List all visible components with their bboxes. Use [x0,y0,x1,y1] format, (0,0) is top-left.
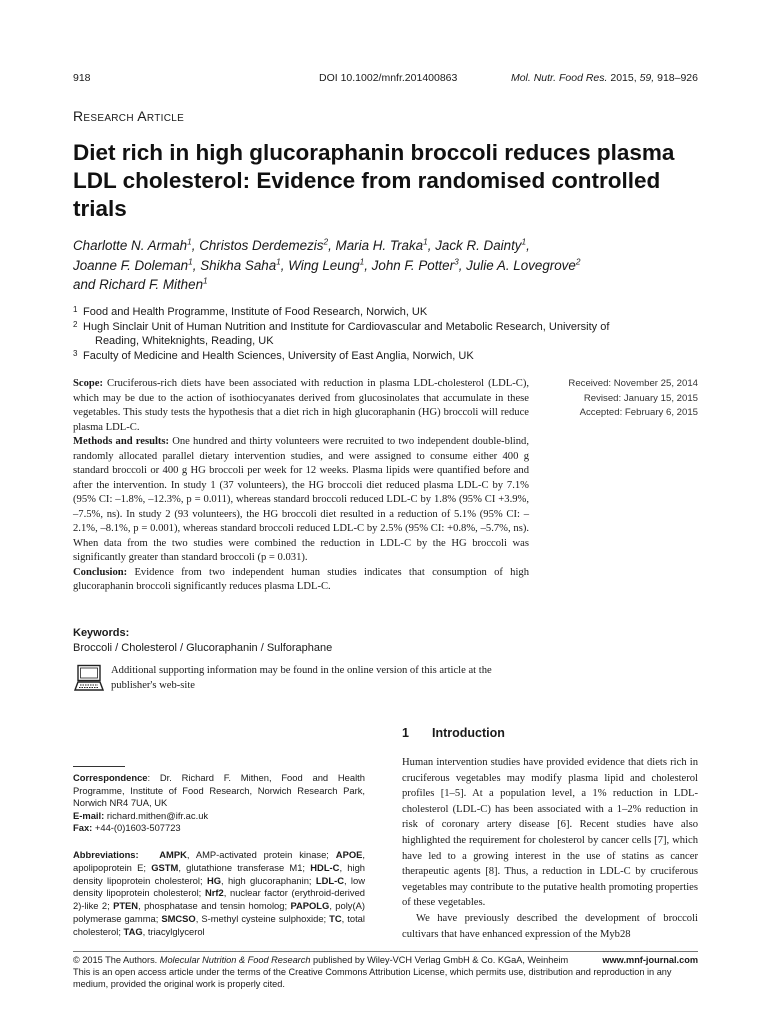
license-statement: This is an open access article under the terms of the Creative Commons Attribution License, which permits use, distribution and reproduction in any medium, provided the original work is properly cited. [73,967,672,989]
citation-pages: 918–926 [657,72,698,84]
citation-volume: 59, [639,72,655,84]
running-header [73,72,698,86]
intro-paragraph-1: Human intervention studies have provided evidence that diets rich in cruciferous vegetables may modify plasma lipid and cholesterol profiles [1–5]. At a population level, a 1% reduction in LDL-cholesterol (LDL-C) has been associated with a 1–2% reduction in risk of coronary artery disease [6]. Recent studies have also highlighted the requirement for cholesterol by cancer cells [7], which have led to a growing interest in the use of statins as cancer therapeutic agents [8]. Thus, a reduction in LDL-C by cruciferous vegetables may contribute to the putative health promoting properties of these vegetables. [402,757,698,909]
abstract-conclusion: Conclusion: Evidence from two independent human studies indicates that consumption of high glucoraphanin broccoli significantly reduces plasma LDL-C. [73,566,530,592]
keywords-label: Keywords: [73,627,130,639]
author[interactable]: Charlotte N. Armah$^1$ [73,236,192,253]
author[interactable]: Richard F. Mithen$^1$ [99,275,208,292]
supporting-info-note: Additional supporting information may be found in the online version of this article at the publisher's web-site [111,665,492,691]
affiliation-3: 3 Faculty of Medicine and Health Sciences, University of East Anglia, Norwich, UK [73,348,474,362]
author-line-2: Joanne F. Doleman$^1$, Shikha Saha$^1$, Wing Leung$^1$, John F. Potter$^3$, Julie A. Lovegrove$^2$ [73,256,581,273]
section-label: Research Article [73,108,185,124]
citation-journal: Mol. Nutr. Food Res. [510,72,608,84]
doi-link[interactable]: DOI 10.1002/mnfr.201400863 [319,72,458,84]
abstract-scope: Scope: Cruciferous-rich diets have been associated with reduction in plasma LDL-cholesterol (LDL-C), which may be due to the action of isothiocyanates derived from glucosinolates that accumulate in these vegetables. This study tests the hypothesis that a diet rich in high glucoraphanin (HG) broccoli will reduce plasma LDL-C. [73,378,530,433]
abstract [73,377,529,595]
citation-year: 2015, [610,72,637,84]
journal-citation [511,72,698,84]
author-line-1: Charlotte N. Armah$^1$, Christos Derdemezis$^2$, Maria H. Traka$^1$, Jack R. Dainty$^1$, [73,236,530,253]
author[interactable]: Maria H. Traka$^1$ [335,236,428,253]
author-line-3: and Richard F. Mithen$^1$ [73,275,208,292]
author[interactable]: Joanne F. Doleman$^1$ [73,256,193,273]
abbreviations: Abbreviations: AMPK, AMP-activated protein kinase; APOE, apolipoprotein E; GSTM, glutathione transferase M1; HDL-C, high density lipoprotein cholesterol; HG, high glucoraphanin; LDL-C, low density lipoprotein cholesterol; Nrf2, nuclear factor (erythroid-derived 2)-like 2; PTEN, phosphatase and tensin homolog; PAPOLG, poly(A) polymerase gamma; SMCSO, S-methyl cysteine sulphoxide; TC, total cholesterol; TAG, triacylglycerol [73,849,366,937]
section-number: 1 [402,726,409,740]
author-list [73,236,713,295]
author[interactable]: Shikha Saha$^1$ [200,256,281,273]
introduction-body [402,755,698,942]
affiliation-2: 2 Hugh Sinclair Unit of Human Nutrition and Institute for Cardiovascular and Metabolic Research, University of Reading, Whiteknights, Reading, UK [73,319,610,348]
email-link[interactable]: richard.mithen@ifr.ac.uk [106,809,209,821]
author[interactable]: Christos Derdemezis$^2$ [199,236,329,253]
affiliation-1: 1 Food and Health Programme, Institute of Food Research, Norwich, UK [73,305,428,318]
date-accepted: Accepted: February 6, 2015 [579,407,698,418]
date-revised: Revised: January 15, 2015 [583,392,698,404]
journal-website-link[interactable]: www.mnf-journal.com [602,955,698,965]
author[interactable]: John F. Potter$^3$ [371,256,459,273]
article-dates [540,377,698,421]
keywords-list: Broccoli / Cholesterol / Glucoraphanin / Sulforaphane [73,642,333,654]
author[interactable]: Wing Leung$^1$ [288,256,365,273]
date-received: Received: November 25, 2014 [568,378,698,389]
correspondence: Correspondence: Dr. Richard F. Mithen, Food and Health Programme, Institute of Food Research, Norwich Research Park, Norwich NR4 7UA, UK E-mail: richard.mithen@ifr.ac.uk Fax: +44-(0)1603-507723 [73,772,365,834]
computer-icon [74,664,104,692]
footnote-rule [73,766,125,767]
intro-paragraph-2: We have previously described the development of broccoli cultivars that have enhanced expression of the Myb28 [402,912,698,940]
author[interactable]: Julie A. Lovegrove$^2$ [466,256,581,273]
keywords [73,626,533,656]
author[interactable]: Jack R. Dainty$^1$ [435,236,527,253]
abstract-methods: Methods and results: One hundred and thirty volunteers were recruited to two independent double-blind, randomly allocated parallel dietary intervention studies, and were assigned to consume either 400 g standard broccoli or 400 g HG broccoli per week for 12 weeks. Plasma lipids were quantified before and after the intervention. In study 1 (37 volunteers), the HG broccoli diet reduced plasma LDL-C by 7.1% (95% CI: –1.8%, –12.3%, p = 0.011), whereas standard broccoli reduced LDL-C by 1.8% (95% CI +3.9%, –7.5%, ns). In study 2 (93 volunteers), the HG broccoli diet resulted in a reduction of 5.1% (95% CI: –2.1%, –8.1%, p = 0.001), whereas standard broccoli reduced LDL-C by 2.5% (95% CI: +0.8%, –5.7%, ns). When data from the two studies were combined the reduction in LDL-C by the HG broccoli was significantly greater than standard broccoli (p = 0.031). [73,436,529,563]
article-title: Diet rich in high glucoraphanin broccoli reduces plasma LDL cholesterol: Evidence from randomised controlled trials [73,140,675,221]
affiliations [73,305,713,363]
introduction-heading: 1 Introduction [402,726,505,740]
page-number: 918 [73,72,91,84]
copyright-line: © 2015 The Authors. Molecular Nutrition & Food Research published by Wiley-VCH Verlag GmbH & Co. KGaA, Weinheim www.mnf-journal.com [73,955,698,965]
footer-rule [73,951,698,952]
